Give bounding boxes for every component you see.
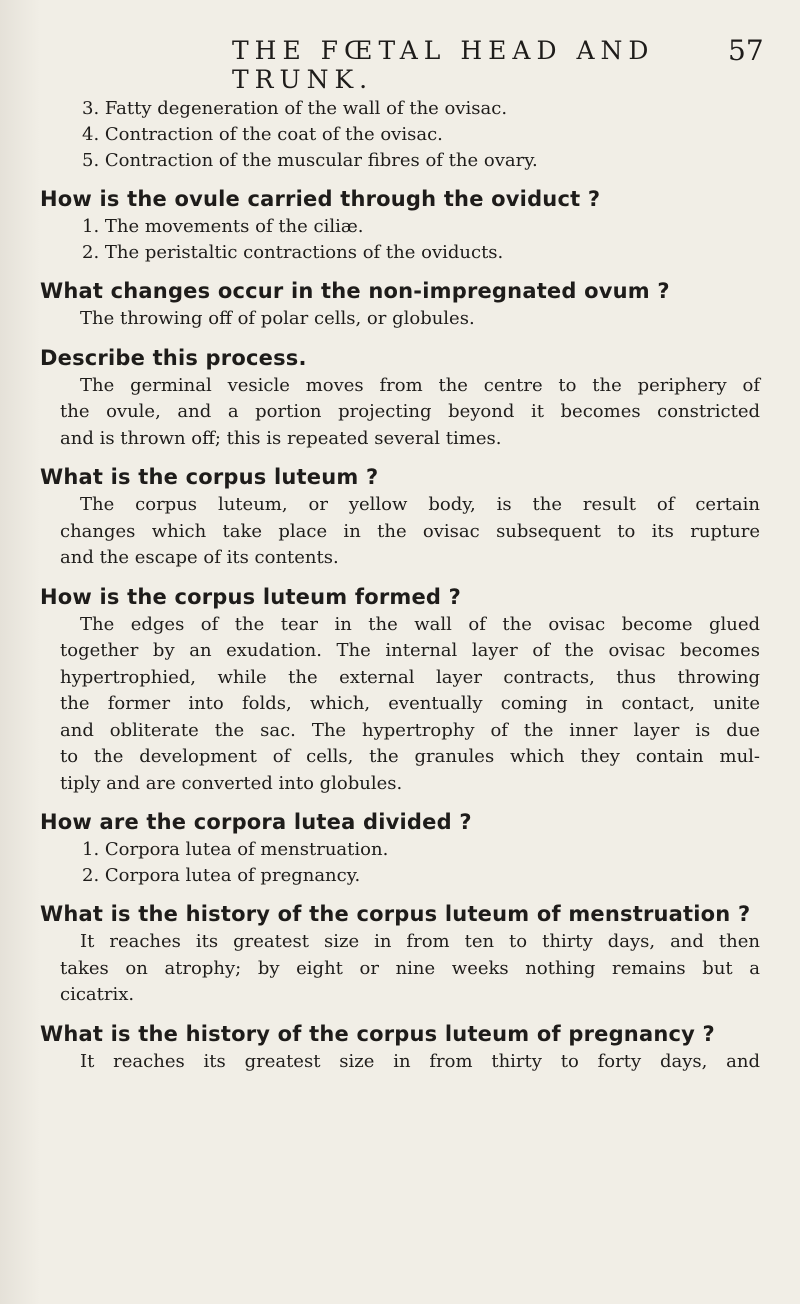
page-body [40, 96, 760, 1075]
answer-line: to the development of cells, the granules which they contain mul- [60, 746, 760, 767]
answer-paragraph [40, 1049, 760, 1076]
running-title: THE FŒTAL HEAD AND TRUNK. [232, 36, 655, 94]
answer-line: together by an exudation. The internal layer of the ovisac becomes [60, 640, 760, 661]
answer-paragraph [40, 612, 760, 798]
list-item: 5. Contraction of the muscular fibres of the ovary. [82, 150, 538, 171]
answer-line: tiply and are converted into globules. [60, 772, 403, 794]
list-item: 1. Corpora lutea of menstruation. [82, 839, 389, 860]
question-heading: What is the history of the corpus luteum of pregnancy ? [40, 1021, 715, 1046]
question-heading: What is the history of the corpus luteum of menstruation ? [40, 902, 751, 926]
question-heading: Describe this process. [40, 345, 307, 370]
answer-paragraph [40, 373, 760, 453]
answer-line: changes which take place in the ovisac subsequent to its rupture [60, 520, 760, 542]
answer-line: It reaches its greatest size in from thirty to forty days, and [80, 1050, 760, 1072]
running-head [0, 34, 800, 94]
answer-line: and obliterate the sac. The hypertrophy of the inner layer is due [60, 719, 760, 741]
question-heading: How are the corpora lutea divided ? [40, 810, 472, 834]
question-heading: How is the ovule carried through the oviduct ? [40, 187, 601, 211]
answer-line: cicatrix. [60, 984, 135, 1005]
page-number: 57 [728, 34, 764, 67]
list-item: 1. The movements of the ciliæ. [82, 216, 364, 237]
answer-paragraph [40, 306, 760, 333]
answer-line: hypertrophied, while the external layer contracts, thus throwing [60, 666, 760, 688]
list-item: 2. Corpora lutea of pregnancy. [82, 865, 361, 886]
question-heading: How is the corpus luteum formed ? [40, 584, 462, 609]
answer-line: It reaches its greatest size in from ten to thirty days, and then [80, 931, 760, 952]
question-heading: What is the corpus luteum ? [40, 465, 379, 489]
list-item: 2. The peristaltic contractions of the oviducts. [82, 242, 504, 263]
answer-paragraph [40, 492, 760, 572]
question-heading: What changes occur in the non-impregnated ovum ? [40, 279, 670, 303]
answer-line: and is thrown off; this is repeated several times. [60, 427, 502, 449]
answer-line: The germinal vesicle moves from the centre to the periphery of [80, 374, 760, 396]
answer-line: The edges of the tear in the wall of the ovisac become glued [80, 613, 760, 635]
answer-line: and the escape of its contents. [60, 547, 339, 568]
answer-line: the former into folds, which, eventually coming in contact, unite [60, 693, 760, 714]
answer-line: The throwing off of polar cells, or globules. [80, 308, 475, 329]
answer-line: The corpus luteum, or yellow body, is the result of certain [80, 494, 760, 515]
list-item: 3. Fatty degeneration of the wall of the ovisac. [82, 98, 508, 119]
answer-line: the ovule, and a portion projecting beyond it becomes constricted [60, 401, 760, 422]
answer-line: takes on atrophy; by eight or nine weeks nothing remains but a [60, 957, 760, 979]
list-item: 4. Contraction of the coat of the ovisac. [82, 124, 443, 145]
answer-paragraph [40, 929, 760, 1009]
